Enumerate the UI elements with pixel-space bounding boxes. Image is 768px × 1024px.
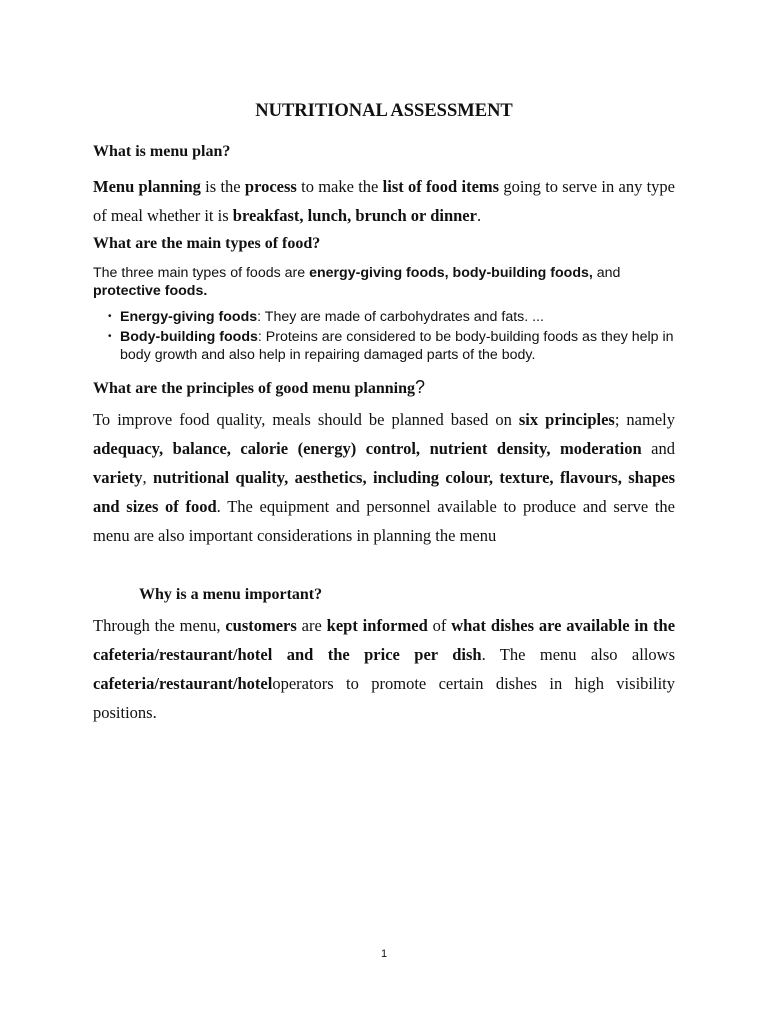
paragraph-menu-planning: Menu planning is the process to make the list of food items going to serve in any type of meal whether it is breakfast, lunch, brunch or dinner.: [93, 177, 675, 225]
heading-menu-plan: What is menu plan?: [93, 143, 231, 160]
bullet-icon: •: [108, 331, 112, 342]
list-item: • Body-building foods: Proteins are considered to be body-building foods as they help in body growth and also help in repairing damaged parts of the body.: [108, 329, 674, 363]
list-item: • Energy-giving foods: They are made of carbohydrates and fats. ...: [108, 309, 544, 325]
paragraph-principles: To improve food quality, meals should be planned based on six principles; namely adequacy, balance, calorie (energy) control, nutrient density, moderation and variety, nutritional quality, aesthetics, including colour, texture, flavours, shapes and sizes of food. The equipment and personnel available to produce and serve the menu are also important considerations in planning the menu: [93, 410, 676, 545]
bullet-icon: •: [108, 311, 112, 322]
heading-menu-important: Why is a menu important?: [139, 586, 323, 603]
heading-principles: What are the principles of good menu planning?: [93, 377, 425, 397]
page-number: 1: [380, 948, 388, 960]
food-types-list: [108, 308, 683, 366]
paragraph-food-types: The three main types of foods are energy-giving foods, body-building foods, and protective foods.: [93, 265, 621, 299]
paragraph-menu-importance: Through the menu, customers are kept informed of what dishes are available in the cafeteria/restaurant/hotel and the price per dish. The menu also allows cafeteria/restaurant/hoteloperators to promote certain dishes in high visibility positions.: [93, 616, 676, 722]
document-title: NUTRITIONAL ASSESSMENT: [255, 101, 513, 121]
heading-types-of-food: What are the main types of food?: [93, 235, 321, 252]
